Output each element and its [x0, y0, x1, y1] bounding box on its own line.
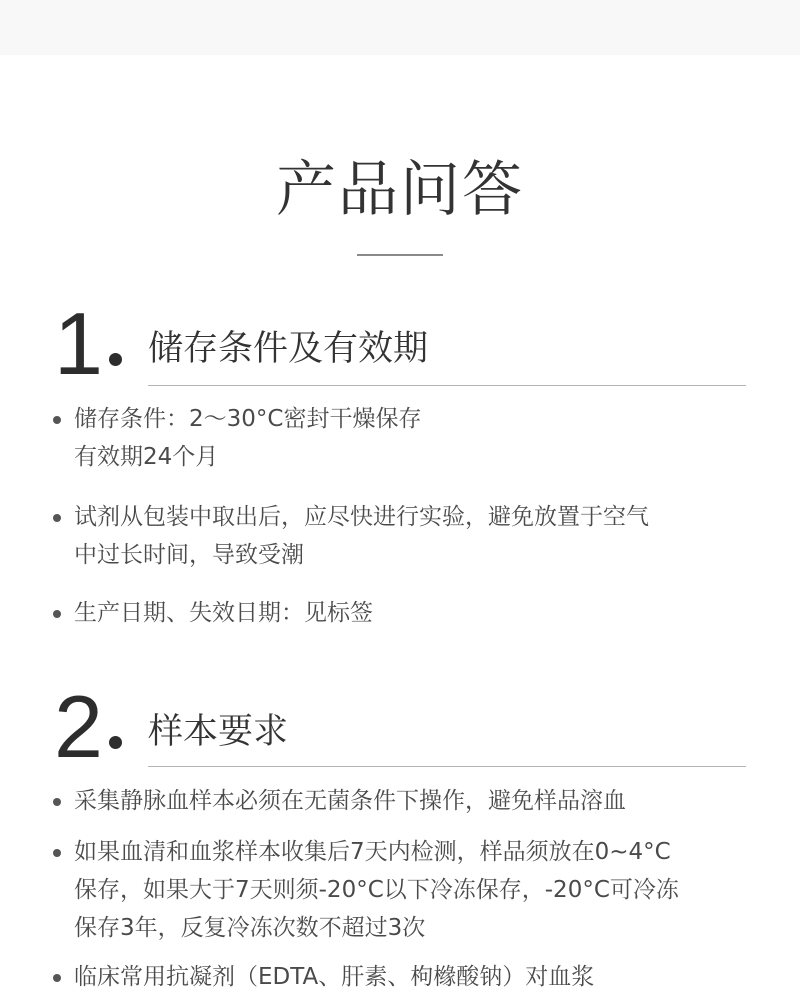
list-item: [74, 833, 764, 947]
title-divider: [357, 254, 443, 256]
list-item-text: 临床常用抗凝剂（EDTA、肝素、枸橼酸钠）对血浆: [74, 964, 595, 990]
list-item: [74, 498, 764, 574]
bullet-icon: [53, 974, 61, 982]
section-title: 样本要求: [148, 712, 289, 752]
list-item: [74, 400, 764, 476]
section-number: 1: [54, 294, 103, 393]
list-item-text: 采集静脉血样本必须在无菌条件下操作，避免样品溶血: [74, 788, 626, 814]
section-number-dot: [109, 353, 122, 366]
list-item: [74, 782, 764, 820]
bullet-icon: [53, 798, 61, 806]
list-item-text: 试剂从包装中取出后，应尽快进行实验，避免放置于空气 中过长时间，导致受潮: [74, 504, 649, 568]
bullet-icon: [53, 610, 61, 618]
list-item-text: 生产日期、失效日期：见标签: [74, 600, 373, 626]
bullet-icon: [53, 849, 61, 857]
list-item-text: 如果血清和血浆样本收集后7天内检测，样品须放在0~4°C 保存，如果大于7天则须-20°C以下冷冻保存，-20°C可冷冻 保存3年，反复冷冻次数不超过3次: [74, 839, 679, 941]
section-title: 储存条件及有效期: [148, 329, 429, 369]
list-item: [74, 958, 764, 996]
page-title: 产品问答: [276, 155, 524, 225]
top-band: [0, 0, 800, 55]
section-divider: [148, 385, 746, 386]
list-item-text: 储存条件：2～30°C密封干燥保存 有效期24个月: [74, 406, 422, 470]
section-number-dot: [109, 736, 122, 749]
section-number: 2: [54, 677, 103, 776]
list-item: [74, 594, 764, 632]
section-divider: [148, 766, 746, 767]
bullet-icon: [53, 514, 61, 522]
bullet-icon: [53, 416, 61, 424]
